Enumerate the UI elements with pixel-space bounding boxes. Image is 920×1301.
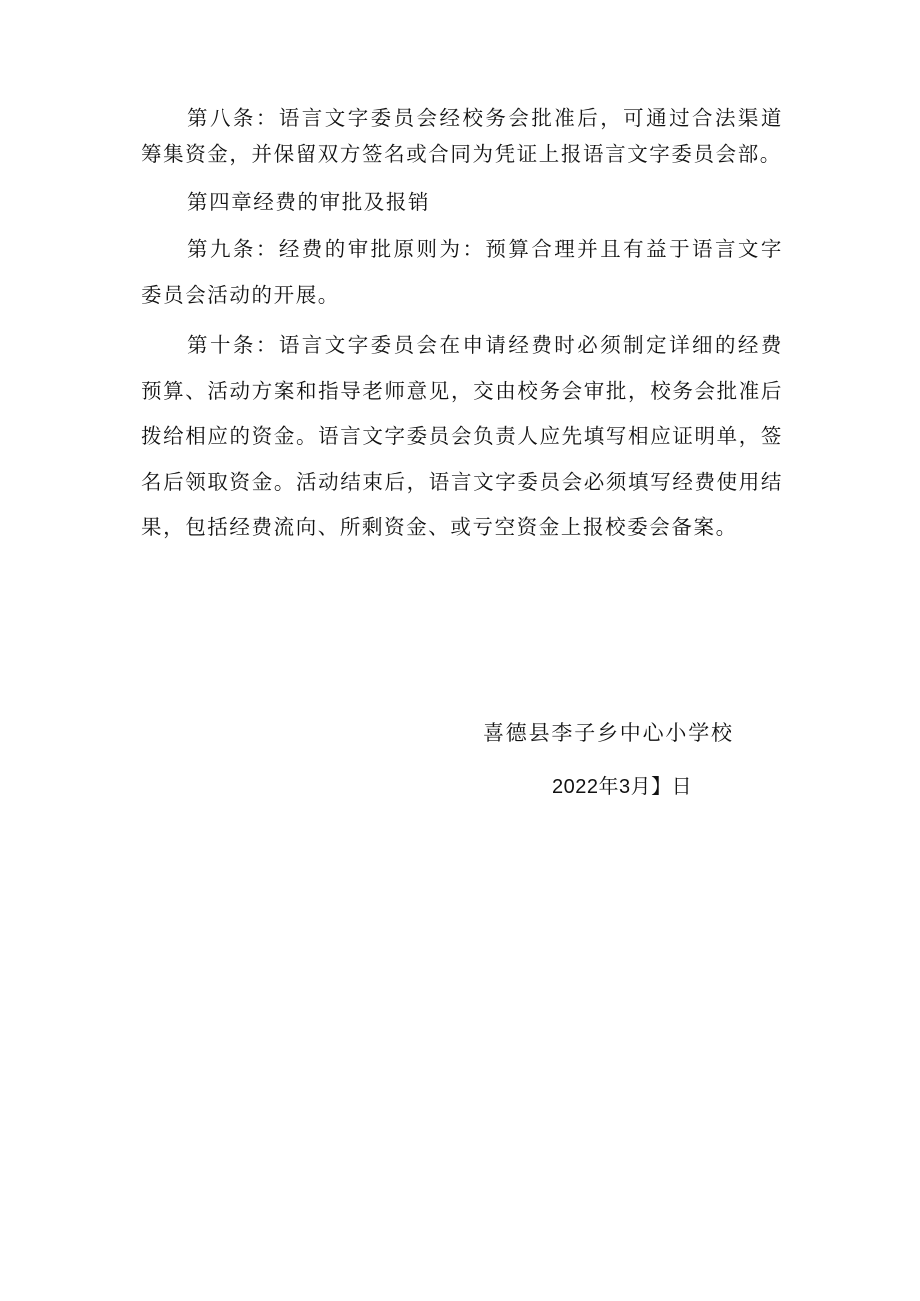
chapter-4-heading: 第四章经费的审批及报销 bbox=[187, 190, 431, 214]
school-signature: 喜德县李子乡中心小学校 bbox=[483, 721, 734, 745]
article-10-paragraph: 第十条：语言文字委员会在申请经费时必须制定详细的经费预算、活动方案和指导老师意见，交由校务会审批，校务会批准后拨给相应的资金。语言文字委员会负责人应先填写相应证明单，签名后领取资金。活动结束后，语言文字委员会必须填写经费使用结果，包括经费流向、所剩资金、或亏空资金上报校委会备案。 bbox=[141, 333, 783, 539]
article-9-paragraph: 第九条：经费的审批原则为：预算合理并且有益于语言文字委员会活动的开展。 bbox=[141, 237, 783, 307]
article-8-paragraph: 第八条：语言文字委员会经校务会批准后，可通过合法渠道筹集资金，并保留双方签名或合同为凭证上报语言文字委员会部。 bbox=[141, 106, 783, 166]
document-date: 2022年3月】日 bbox=[552, 776, 693, 798]
